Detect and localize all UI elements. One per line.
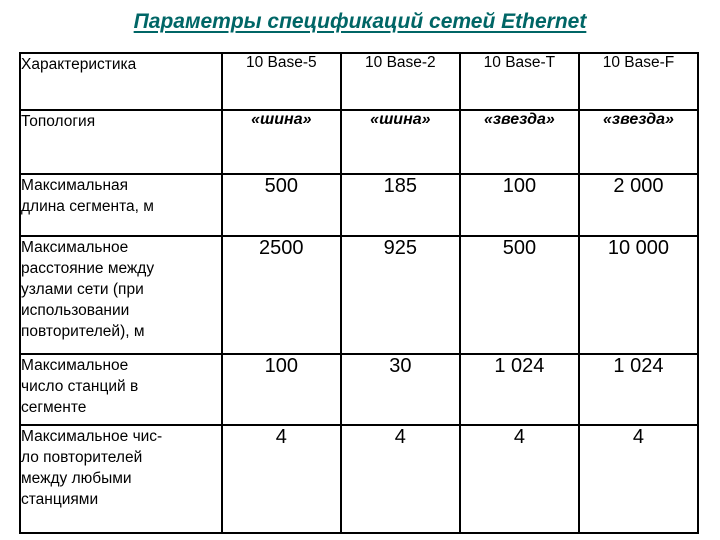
cell-segment-length-10base2: 185 xyxy=(341,174,460,236)
header-characteristic: Характеристика xyxy=(20,53,222,110)
label-line: число станций в xyxy=(21,378,139,395)
cell-segment-length-10baset: 100 xyxy=(460,174,579,236)
label-line: повторителей), м xyxy=(21,323,145,340)
cell-topology-10basef: «звезда» xyxy=(579,110,698,174)
cell-segment-length-10basef: 2 000 xyxy=(579,174,698,236)
cell-stations-10base2: 30 xyxy=(341,354,460,425)
row-label-max-repeaters xyxy=(20,425,222,533)
cell-node-distance-10base2: 925 xyxy=(341,236,460,354)
label-line: длина сегмента, м xyxy=(21,198,154,215)
table-row xyxy=(20,354,698,425)
table-row xyxy=(20,425,698,533)
row-label-max-node-distance xyxy=(20,236,222,354)
cell-segment-length-10base5: 500 xyxy=(222,174,341,236)
label-line: Максимальное xyxy=(21,357,129,374)
cell-topology-10base2: «шина» xyxy=(341,110,460,174)
header-10baset: 10 Base-T xyxy=(460,53,579,110)
label-line: использовании xyxy=(21,302,130,319)
row-label-topology: Топология xyxy=(20,110,222,174)
header-10basef: 10 Base-F xyxy=(579,53,698,110)
label-line: узлами сети (при xyxy=(21,281,144,298)
page-title: Параметры спецификаций сетей Ethernet xyxy=(133,10,587,33)
cell-repeaters-10base2: 4 xyxy=(341,425,460,533)
cell-node-distance-10basef: 10 000 xyxy=(579,236,698,354)
row-label-max-stations xyxy=(20,354,222,425)
header-10base5: 10 Base-5 xyxy=(222,53,341,110)
cell-stations-10baset: 1 024 xyxy=(460,354,579,425)
row-label-max-segment-length xyxy=(20,174,222,236)
cell-repeaters-10basef: 4 xyxy=(579,425,698,533)
cell-stations-10base5: 100 xyxy=(222,354,341,425)
label-line: Максимальное чис- xyxy=(21,428,163,445)
table-row xyxy=(20,110,698,174)
label-line: сегменте xyxy=(21,399,87,416)
header-10base2: 10 Base-2 xyxy=(341,53,460,110)
label-line: расстояние между xyxy=(21,260,155,277)
table-row xyxy=(20,174,698,236)
cell-stations-10basef: 1 024 xyxy=(579,354,698,425)
label-line: между любыми xyxy=(21,470,132,487)
label-line: ло повторителей xyxy=(21,449,143,466)
label-line: Максимальное xyxy=(21,239,129,256)
label-line: Максимальная xyxy=(21,177,129,194)
cell-repeaters-10base5: 4 xyxy=(222,425,341,533)
header-row xyxy=(20,53,698,110)
label-line: станциями xyxy=(21,491,99,508)
cell-topology-10base5: «шина» xyxy=(222,110,341,174)
cell-node-distance-10baset: 500 xyxy=(460,236,579,354)
cell-repeaters-10baset: 4 xyxy=(460,425,579,533)
cell-node-distance-10base5: 2500 xyxy=(222,236,341,354)
spec-table xyxy=(19,52,699,534)
table-row xyxy=(20,236,698,354)
cell-topology-10baset: «звезда» xyxy=(460,110,579,174)
